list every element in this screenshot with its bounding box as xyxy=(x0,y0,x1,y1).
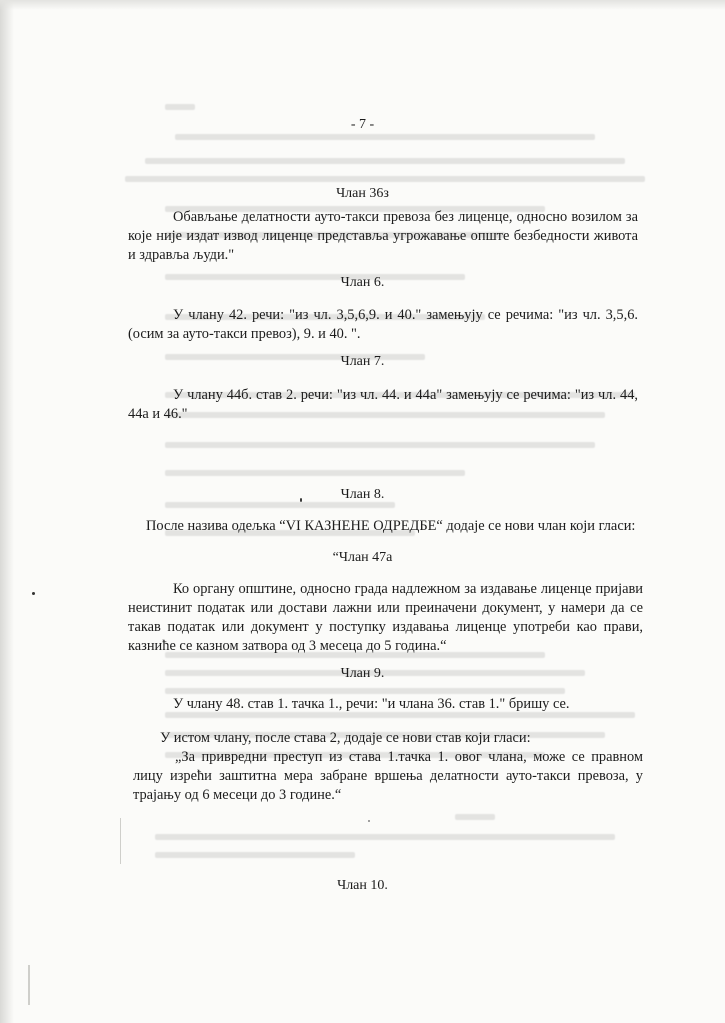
article-9-text: У члану 48. став 1. тачка 1., речи: "и члана 36. став 1." бришу се. xyxy=(173,696,570,712)
scan-speck xyxy=(300,498,302,502)
article-heading-47a: “Члан 47а xyxy=(332,550,393,565)
scan-speck xyxy=(32,592,35,595)
article-heading-10: Члан 10. xyxy=(337,878,388,893)
article-heading-36z: Члан 36з xyxy=(336,186,389,201)
article-8-text: После назива одељка “VI КАЗНЕНЕ ОДРЕДБЕ“ додаје се нови члан који гласи: xyxy=(146,518,636,534)
article-heading-9: Члан 9. xyxy=(340,666,385,681)
page-number: - 7 - xyxy=(350,117,375,132)
article-7-text: У члану 44б. став 2. речи: "из чл. 44. и 44а" замењују се речима: "из чл. 44, 44а и 46." xyxy=(128,387,638,422)
scan-fold-mark xyxy=(120,818,121,864)
article-heading-6: Члан 6. xyxy=(340,275,385,290)
scan-shadow-top xyxy=(0,0,725,10)
article-9-text-2: У истом члану, после става 2, додаје се нови став који гласи: xyxy=(160,730,531,746)
article-heading-7: Члан 7. xyxy=(340,354,385,369)
scan-speck xyxy=(368,820,370,822)
scan-fold-mark xyxy=(28,965,30,1005)
scan-shadow-left xyxy=(0,0,14,1023)
article-47a-text: Ко органу општине, односно града надлежном за издавање лиценце пријави неистинит податак или достави лажни или преиначени документ, у намери да се такав податак или документ у поступку издавања лиценце употреби као прави, казниће се казном затвора од 3 месеца до 5 година.“ xyxy=(128,581,643,654)
article-6-text: У члану 42. речи: "из чл. 3,5,6,9. и 40." замењују се речима: "из чл. 3,5,6. (осим за ауто-такси превоз), 9. и 40. ". xyxy=(128,307,638,342)
article-heading-8: Члан 8. xyxy=(340,487,385,502)
article-36z-text: Обављање делатности ауто-такси превоза без лиценце, односно возилом за које није издат извод лиценце представља угрожавање опште безбедности живота и здравља људи." xyxy=(128,209,638,263)
article-9-quote: „За привредни преступ из става 1.тачка 1. овог члана, може се правном лицу изрећи заштитна мера забране вршења делатности ауто-такси превоза, у трајању од 6 месеци до 3 године.“ xyxy=(133,749,643,803)
